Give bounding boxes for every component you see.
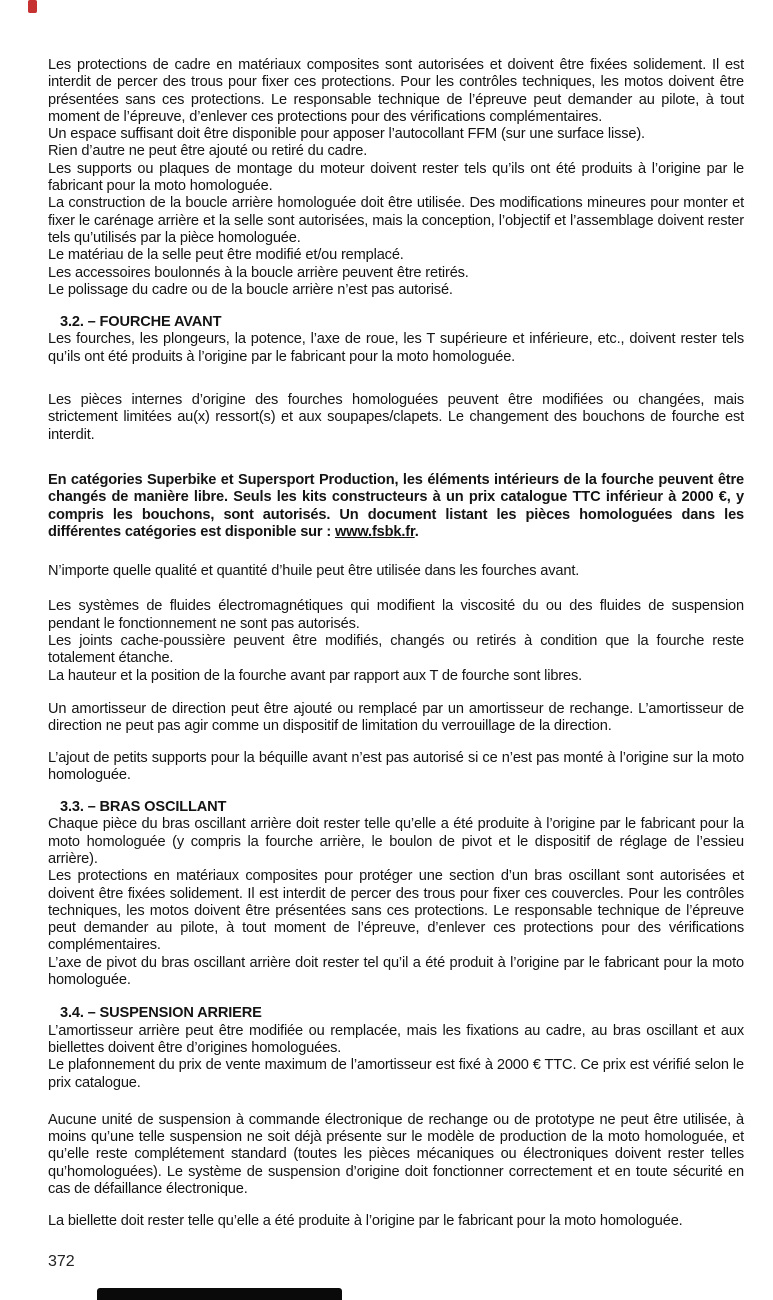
fsbk-link[interactable]: www.fsbk.fr [334,523,415,540]
paragraph-front-stand-brackets: L’ajout de petits supports pour la béquille avant n’est pas autorisé si ce n’est pas monté à l’origine sur la moto homologuée. [48,749,744,783]
paragraph-rear-subframe: La construction de la boucle arrière homologuée doit être utilisée. Des modifications mineures pour monter et fixer le carénage arrière et la selle sont autorisées, mais la conception, l’objectif et l’assemblage doivent rester tels qu’utilisés par la pièce homologuée. [48,195,744,246]
paragraph-bolted-accessories: Les accessoires boulonnés à la boucle arrière peuvent être retirés. [48,264,469,281]
paragraph-shock-price-cap: Le plafonnement du prix de vente maximum de l’amortisseur est fixé à 2000 € TTC. Ce prix est vérifié selon le prix catalogue. [48,1057,744,1091]
paragraph-superbike-kits [48,472,744,541]
paragraph-steering-damper: Un amortisseur de direction peut être ajouté ou remplacé par un amortisseur de rechange. L’amortisseur de direction ne peut pas agir comme un dispositif de limitation du verrouillage de la direction. [48,700,744,735]
paragraph-fork-internals: Les pièces internes d’origine des fourches homologuées peuvent être modifiées ou changées, mais strictement limitées au(x) ressort(s) et aux soupapes/clapets. Le changement des bouchons de fourche est interdit. [48,392,744,443]
document-body [48,57,744,1231]
paragraph-fork-parts: Les fourches, les plongeurs, la potence, l’axe de roue, les T supérieure et inférieure, etc., doivent rester tels qu’ils ont été produits à l’origine par le fabricant pour la moto homologuée. [48,331,744,365]
paragraph-fork-height: La hauteur et la position de la fourche avant par rapport aux T de fourche sont libres. [48,667,583,684]
paragraph-swingarm-protections: Les protections en matériaux composites pour protéger une section d’un bras oscillant sont autorisées et doivent être fixées solidement. Il est interdit de percer des trous pour fixer ces couvercles. Pour les contrôles techniques, les motos doivent être présentées sans ces protections. Le responsable technique de l’épreuve peut demander au pilote, à tout moment de l’épreuve, d’enlever ces protections pour des vérifications complémentaires. [48,868,744,954]
paragraph-dust-seals: Les joints cache-poussière peuvent être modifiés, changés ou retirés à condition que la fourche reste totalement étanche. [48,633,744,667]
paragraph-rear-shock: L’amortisseur arrière peut être modifiée ou remplacée, mais les fixations au cadre, au bras oscillant et aux biellettes doivent être d’origines homologuées. [48,1022,744,1056]
heading-bras-oscillant: 3.3. – BRAS OSCILLANT [60,799,227,816]
page-number: 372 [48,1253,75,1270]
paragraph-frame-protections: Les protections de cadre en matériaux composites sont autorisées et doivent être fixées solidement. Il est interdit de percer des trous pour fixer ces protections. Pour les contrôles techniques, les motos doivent être présentées sans ces protections. Le responsable technique de l’épreuve peut demander au pilote, à tout moment de l’épreuve, d’enlever ces protections pour des vérifications complémentaires. [48,57,744,125]
paragraph-ffm-sticker: Un espace suffisant doit être disponible pour apposer l’autocollant FFM (sur une surface lisse). [48,126,645,143]
paragraph-swingarm-parts: Chaque pièce du bras oscillant arrière doit rester telle qu’elle a été produite à l’origine par le fabricant pour la moto homologuée (y compris la fourche arrière, le boulon de pivot et le dispositif de réglage de l’essieu arrière). [48,816,744,867]
paragraph-frame-additions: Rien d’autre ne peut être ajouté ou retiré du cadre. [48,143,368,160]
bold-text-after-link: . [414,523,419,540]
heading-suspension-arriere: 3.4. – SUSPENSION ARRIERE [60,1005,262,1022]
black-bar [97,1288,342,1300]
paragraph-electromagnetic-fluids: Les systèmes de fluides électromagnétiques qui modifient la viscosité du ou des fluides de suspension pendant le fonctionnement ne sont pas autorisés. [48,598,744,632]
paragraph-fork-oil: N’importe quelle qualité et quantité d’huile peut être utilisée dans les fourches avant. [48,563,580,580]
paragraph-electronic-suspension: Aucune unité de suspension à commande électronique de rechange ou de prototype ne peut être utilisée, à moins qu’une telle suspension ne soit déjà présente sur le modèle de production de la moto homologuée, et qu’elle reste complétement standard (toutes les pièces mécaniques ou électroniques doivent rester telles qu’homologuées). Le système de suspension d’origine doit fonctionner correctement et en toute sécurité en cas de défaillance électronique. [48,1111,744,1198]
bold-text-before-link: En catégories Superbike et Supersport Production, les éléments intérieurs de la fourche peuvent être changés de manière libre. Seuls les kits constructeurs à un prix catalogue TTC inférieur à 2000 €, y compris les bouchons, sont autorisés. Un document listant les pièces homologuées dans les différentes catégories est disponible sur : [48,471,744,540]
heading-fourche-avant: 3.2. – FOURCHE AVANT [60,314,222,331]
paragraph-swingarm-pivot: L’axe de pivot du bras oscillant arrière doit rester tel qu’il a été produit à l’origine par le fabricant pour la moto homologuée. [48,954,744,989]
paragraph-seat-material: Le matériau de la selle peut être modifié et/ou remplacé. [48,247,404,264]
paragraph-frame-polishing: Le polissage du cadre ou de la boucle arrière n’est pas autorisé. [48,281,453,298]
paragraph-engine-mounts: Les supports ou plaques de montage du moteur doivent rester tels qu’ils ont été produits à l’origine par le fabricant pour la moto homologuée. [48,160,744,195]
red-mark [28,0,37,13]
paragraph-linkage: La biellette doit rester telle qu’elle a été produite à l’origine par le fabricant pour la moto homologuée. [48,1213,683,1230]
